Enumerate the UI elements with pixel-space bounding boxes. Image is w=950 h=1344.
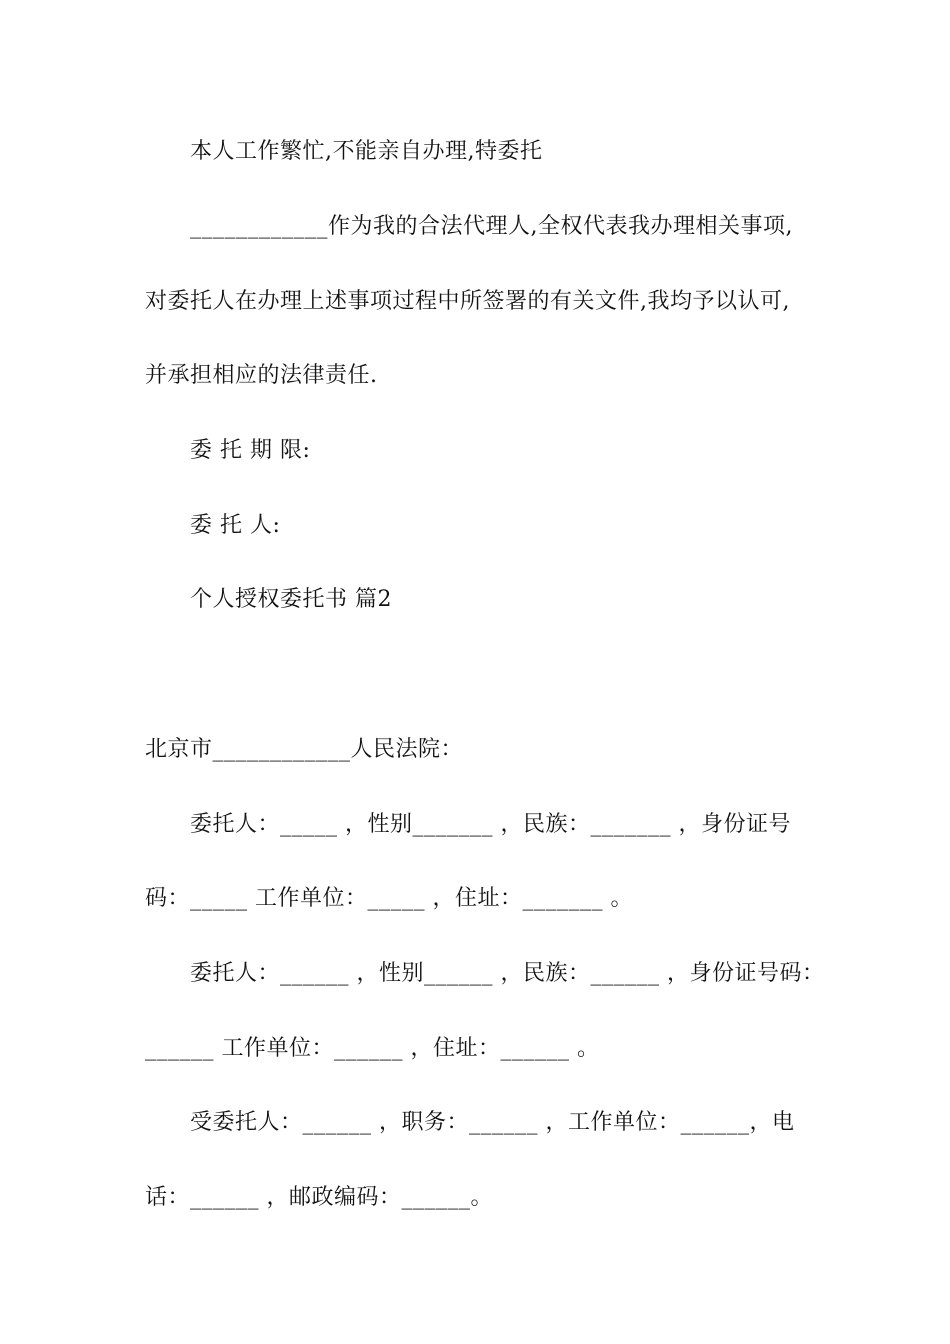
entrust-period-label: 委 托 期 限: [190,438,311,463]
paragraph-line: ____________作为我的合法代理人,全权代表我办理相关事项, [190,214,793,239]
paragraph-line: 码：_____ 工作单位：_____ ，住址：_______ 。 [145,886,633,911]
paragraph-line: ______ 工作单位：______ ，住址：______ 。 [145,1036,600,1061]
paragraph-line: 话：______ ，邮政编码：______。 [145,1185,493,1210]
court-address-line: 北京市____________人民法院： [145,737,464,762]
entruster-label: 委 托 人: [190,513,281,538]
paragraph-line: 委托人：_____ ，性别_______ ，民族：_______ ，身份证号 [190,812,791,837]
paragraph-line: 对委托人在办理上述事项过程中所签署的有关文件,我均予以认可, [145,289,790,314]
paragraph-line: 受委托人：______ ，职务：______ ，工作单位：______，电 [190,1110,795,1135]
paragraph-line: 并承担相应的法律责任. [145,363,378,388]
paragraph-line: 委托人：______ ，性别______ ，民族：______ ，身份证号码： [190,961,825,986]
paragraph-line: 本人工作繁忙,不能亲自办理,特委托 [190,139,543,164]
section-heading: 个人授权委托书 篇2 [190,587,392,612]
